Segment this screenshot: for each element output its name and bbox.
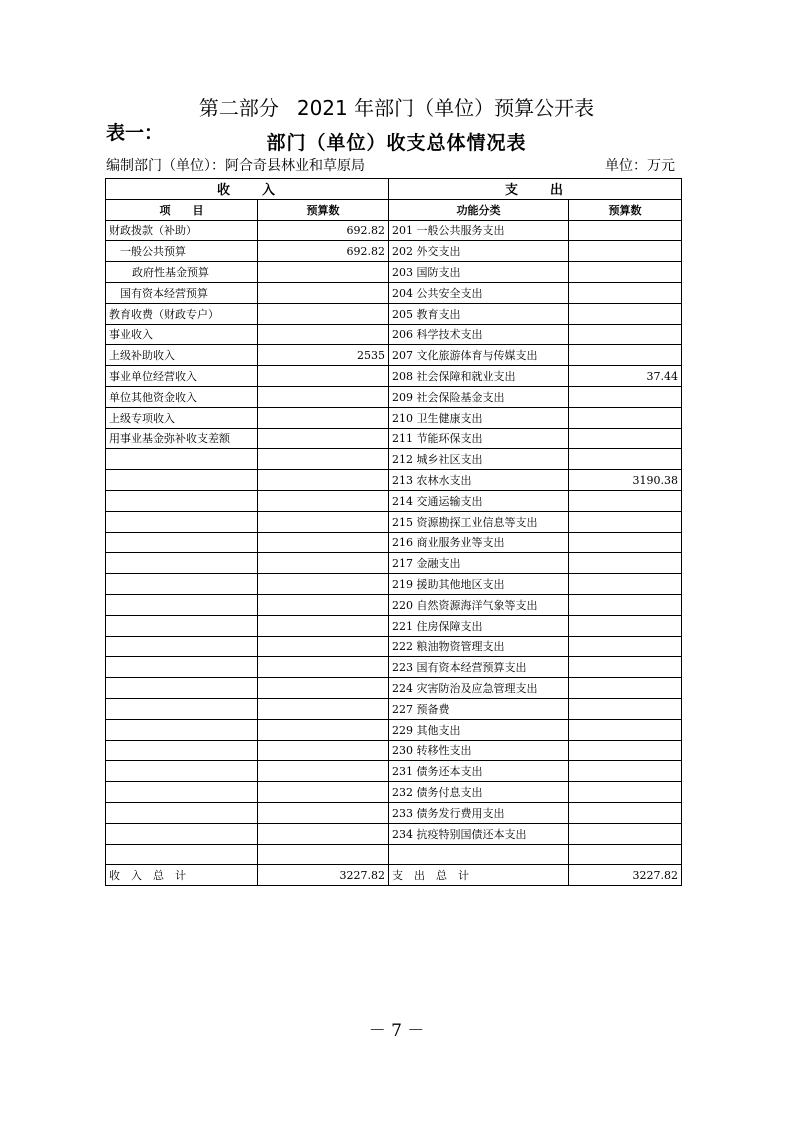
expense-function-cell: 206 科学技术支出 xyxy=(389,324,569,345)
income-amount-cell xyxy=(258,594,389,615)
income-amount-cell xyxy=(258,678,389,699)
expense-function-cell: 203 国防支出 xyxy=(389,262,569,283)
income-amount-cell xyxy=(258,553,389,574)
table-row xyxy=(106,594,682,615)
expense-function-cell: 234 抗疫特别国债还本支出 xyxy=(389,823,569,844)
income-item-cell: 国有资本经营预算 xyxy=(106,282,258,303)
table-row xyxy=(106,782,682,803)
income-amount-cell xyxy=(258,657,389,678)
income-item-cell xyxy=(106,761,258,782)
income-item-cell: 政府性基金预算 xyxy=(106,262,258,283)
expense-function-cell: 216 商业服务业等支出 xyxy=(389,532,569,553)
expense-function-cell: 219 援助其他地区支出 xyxy=(389,574,569,595)
expense-amount-cell xyxy=(569,782,682,803)
table-row xyxy=(106,366,682,387)
income-amount-cell xyxy=(258,532,389,553)
expense-function-cell: 209 社会保险基金支出 xyxy=(389,386,569,407)
income-amount-cell xyxy=(258,262,389,283)
expense-function-cell: 217 金融支出 xyxy=(389,553,569,574)
part-title: 第二部分 xyxy=(198,96,279,120)
income-amount-cell xyxy=(258,636,389,657)
income-amount-cell xyxy=(258,615,389,636)
page-number: － 7 － xyxy=(368,1021,425,1041)
expense-amount-cell xyxy=(569,282,682,303)
income-amount-cell xyxy=(258,428,389,449)
income-item-cell xyxy=(106,615,258,636)
expense-function-cell: 202 外交支出 xyxy=(389,241,569,262)
expense-amount-cell xyxy=(569,636,682,657)
table-row xyxy=(106,324,682,345)
col-function-header: 功能分类 xyxy=(389,199,569,220)
income-amount-cell xyxy=(258,324,389,345)
income-amount-cell xyxy=(258,782,389,803)
expense-amount-cell xyxy=(569,303,682,324)
table-row xyxy=(106,470,682,491)
table-row xyxy=(106,303,682,324)
document-title xyxy=(0,92,793,121)
income-item-cell xyxy=(106,782,258,803)
expense-amount-cell xyxy=(569,262,682,283)
table-row xyxy=(106,802,682,823)
table-row xyxy=(106,241,682,262)
income-amount-cell xyxy=(258,449,389,470)
expense-section-header: 支 出 xyxy=(389,179,682,200)
expense-amount-cell xyxy=(569,678,682,699)
income-amount-cell: 692.82 xyxy=(258,220,389,241)
expense-amount-cell xyxy=(569,594,682,615)
income-item-cell: 单位其他资金收入 xyxy=(106,386,258,407)
expense-amount-cell xyxy=(569,657,682,678)
expense-total-label: 支 出 总 计 xyxy=(389,865,569,886)
income-amount-cell xyxy=(258,761,389,782)
budget-table xyxy=(105,178,682,886)
expense-function-cell: 213 农林水支出 xyxy=(389,470,569,491)
expense-amount-cell xyxy=(569,740,682,761)
income-amount-cell xyxy=(258,282,389,303)
expense-amount-cell xyxy=(569,532,682,553)
expense-function-cell: 214 交通运输支出 xyxy=(389,490,569,511)
expense-amount-cell xyxy=(569,407,682,428)
income-item-cell xyxy=(106,740,258,761)
expense-total-amount: 3227.82 xyxy=(569,865,682,886)
table-row xyxy=(106,844,682,865)
table-row xyxy=(106,386,682,407)
expense-amount-cell xyxy=(569,324,682,345)
expense-function-cell: 222 粮油物资管理支出 xyxy=(389,636,569,657)
income-item-cell xyxy=(106,553,258,574)
income-amount-cell: 692.82 xyxy=(258,241,389,262)
income-item-cell xyxy=(106,844,258,865)
expense-amount-cell xyxy=(569,490,682,511)
table-row xyxy=(106,262,682,283)
income-item-cell: 一般公共预算 xyxy=(106,241,258,262)
income-item-cell xyxy=(106,657,258,678)
expense-amount-cell xyxy=(569,574,682,595)
expense-function-cell: 210 卫生健康支出 xyxy=(389,407,569,428)
table-row xyxy=(106,490,682,511)
table-row xyxy=(106,761,682,782)
expense-function-cell: 221 住房保障支出 xyxy=(389,615,569,636)
organization-label: 编制部门（单位）：阿合奇县林业和草原局 xyxy=(106,158,365,174)
income-amount-cell xyxy=(258,802,389,823)
expense-amount-cell: 3190.38 xyxy=(569,470,682,491)
expense-function-cell: 215 资源勘探工业信息等支出 xyxy=(389,511,569,532)
unit-label: 单位：万元 xyxy=(605,158,675,174)
income-amount-cell xyxy=(258,719,389,740)
expense-function-cell: 205 教育支出 xyxy=(389,303,569,324)
expense-amount-cell xyxy=(569,719,682,740)
income-amount-cell xyxy=(258,366,389,387)
expense-function-cell: 208 社会保障和就业支出 xyxy=(389,366,569,387)
table-number: 表一： xyxy=(106,122,164,144)
income-amount-cell xyxy=(258,574,389,595)
expense-function-cell: 204 公共安全支出 xyxy=(389,282,569,303)
table-row xyxy=(106,282,682,303)
expense-function-cell: 211 节能环保支出 xyxy=(389,428,569,449)
table-row xyxy=(106,220,682,241)
income-amount-cell xyxy=(258,740,389,761)
income-item-cell: 上级补助收入 xyxy=(106,345,258,366)
income-item-cell xyxy=(106,490,258,511)
expense-function-cell: 223 国有资本经营预算支出 xyxy=(389,657,569,678)
expense-amount-cell xyxy=(569,220,682,241)
income-item-cell: 财政拨款（补助） xyxy=(106,220,258,241)
income-amount-cell xyxy=(258,407,389,428)
expense-function-cell xyxy=(389,844,569,865)
table-row xyxy=(106,428,682,449)
expense-function-cell: 231 债务还本支出 xyxy=(389,761,569,782)
income-item-cell xyxy=(106,449,258,470)
table-row xyxy=(106,574,682,595)
income-item-cell xyxy=(106,532,258,553)
table-row xyxy=(106,345,682,366)
expense-amount-cell xyxy=(569,386,682,407)
expense-function-cell: 212 城乡社区支出 xyxy=(389,449,569,470)
table-row xyxy=(106,823,682,844)
income-section-header: 收 入 xyxy=(106,179,389,200)
table-row xyxy=(106,407,682,428)
income-item-cell: 用事业基金弥补收支差额 xyxy=(106,428,258,449)
col-item-header: 项 目 xyxy=(106,199,258,220)
expense-amount-cell xyxy=(569,802,682,823)
income-item-cell xyxy=(106,636,258,657)
table-row xyxy=(106,511,682,532)
income-item-cell xyxy=(106,802,258,823)
table-row xyxy=(106,740,682,761)
expense-function-cell: 207 文化旅游体育与传媒支出 xyxy=(389,345,569,366)
table-row xyxy=(106,719,682,740)
expense-function-cell: 232 债务付息支出 xyxy=(389,782,569,803)
expense-amount-cell xyxy=(569,823,682,844)
expense-function-cell: 227 预备费 xyxy=(389,698,569,719)
income-amount-cell xyxy=(258,823,389,844)
table-row xyxy=(106,698,682,719)
income-item-cell xyxy=(106,719,258,740)
income-item-cell: 教育收费（财政专户） xyxy=(106,303,258,324)
expense-amount-cell xyxy=(569,698,682,719)
income-item-cell xyxy=(106,678,258,699)
expense-amount-cell xyxy=(569,761,682,782)
total-row xyxy=(106,865,682,886)
expense-function-cell: 229 其他支出 xyxy=(389,719,569,740)
income-item-cell xyxy=(106,470,258,491)
table-row xyxy=(106,657,682,678)
income-amount-cell xyxy=(258,698,389,719)
income-item-cell xyxy=(106,574,258,595)
income-amount-cell: 2535 xyxy=(258,345,389,366)
table-row xyxy=(106,449,682,470)
expense-amount-cell xyxy=(569,428,682,449)
expense-amount-cell: 37.44 xyxy=(569,366,682,387)
income-total-amount: 3227.82 xyxy=(258,865,389,886)
income-item-cell xyxy=(106,698,258,719)
expense-function-cell: 220 自然资源海洋气象等支出 xyxy=(389,594,569,615)
income-item-cell xyxy=(106,823,258,844)
expense-amount-cell xyxy=(569,844,682,865)
table-row xyxy=(106,532,682,553)
income-amount-cell xyxy=(258,511,389,532)
income-item-cell: 事业单位经营收入 xyxy=(106,366,258,387)
income-amount-cell xyxy=(258,490,389,511)
expense-amount-cell xyxy=(569,511,682,532)
income-amount-cell xyxy=(258,303,389,324)
table-row xyxy=(106,678,682,699)
expense-amount-cell xyxy=(569,345,682,366)
expense-function-cell: 201 一般公共服务支出 xyxy=(389,220,569,241)
col-budget2-header: 预算数 xyxy=(569,199,682,220)
main-title: 2021 年部门（单位）预算公开表 xyxy=(296,96,595,120)
income-total-label: 收 入 总 计 xyxy=(106,865,258,886)
table-title: 部门（单位）收支总体情况表 xyxy=(266,132,527,154)
expense-function-cell: 230 转移性支出 xyxy=(389,740,569,761)
table-row xyxy=(106,553,682,574)
income-item-cell xyxy=(106,594,258,615)
income-item-cell: 事业收入 xyxy=(106,324,258,345)
col-budget-header: 预算数 xyxy=(258,199,389,220)
income-item-cell: 上级专项收入 xyxy=(106,407,258,428)
income-amount-cell xyxy=(258,470,389,491)
income-amount-cell xyxy=(258,844,389,865)
table-row xyxy=(106,636,682,657)
expense-amount-cell xyxy=(569,615,682,636)
expense-function-cell: 233 债务发行费用支出 xyxy=(389,802,569,823)
expense-amount-cell xyxy=(569,553,682,574)
expense-amount-cell xyxy=(569,241,682,262)
expense-function-cell: 224 灾害防治及应急管理支出 xyxy=(389,678,569,699)
expense-amount-cell xyxy=(569,449,682,470)
income-amount-cell xyxy=(258,386,389,407)
income-item-cell xyxy=(106,511,258,532)
table-row xyxy=(106,615,682,636)
